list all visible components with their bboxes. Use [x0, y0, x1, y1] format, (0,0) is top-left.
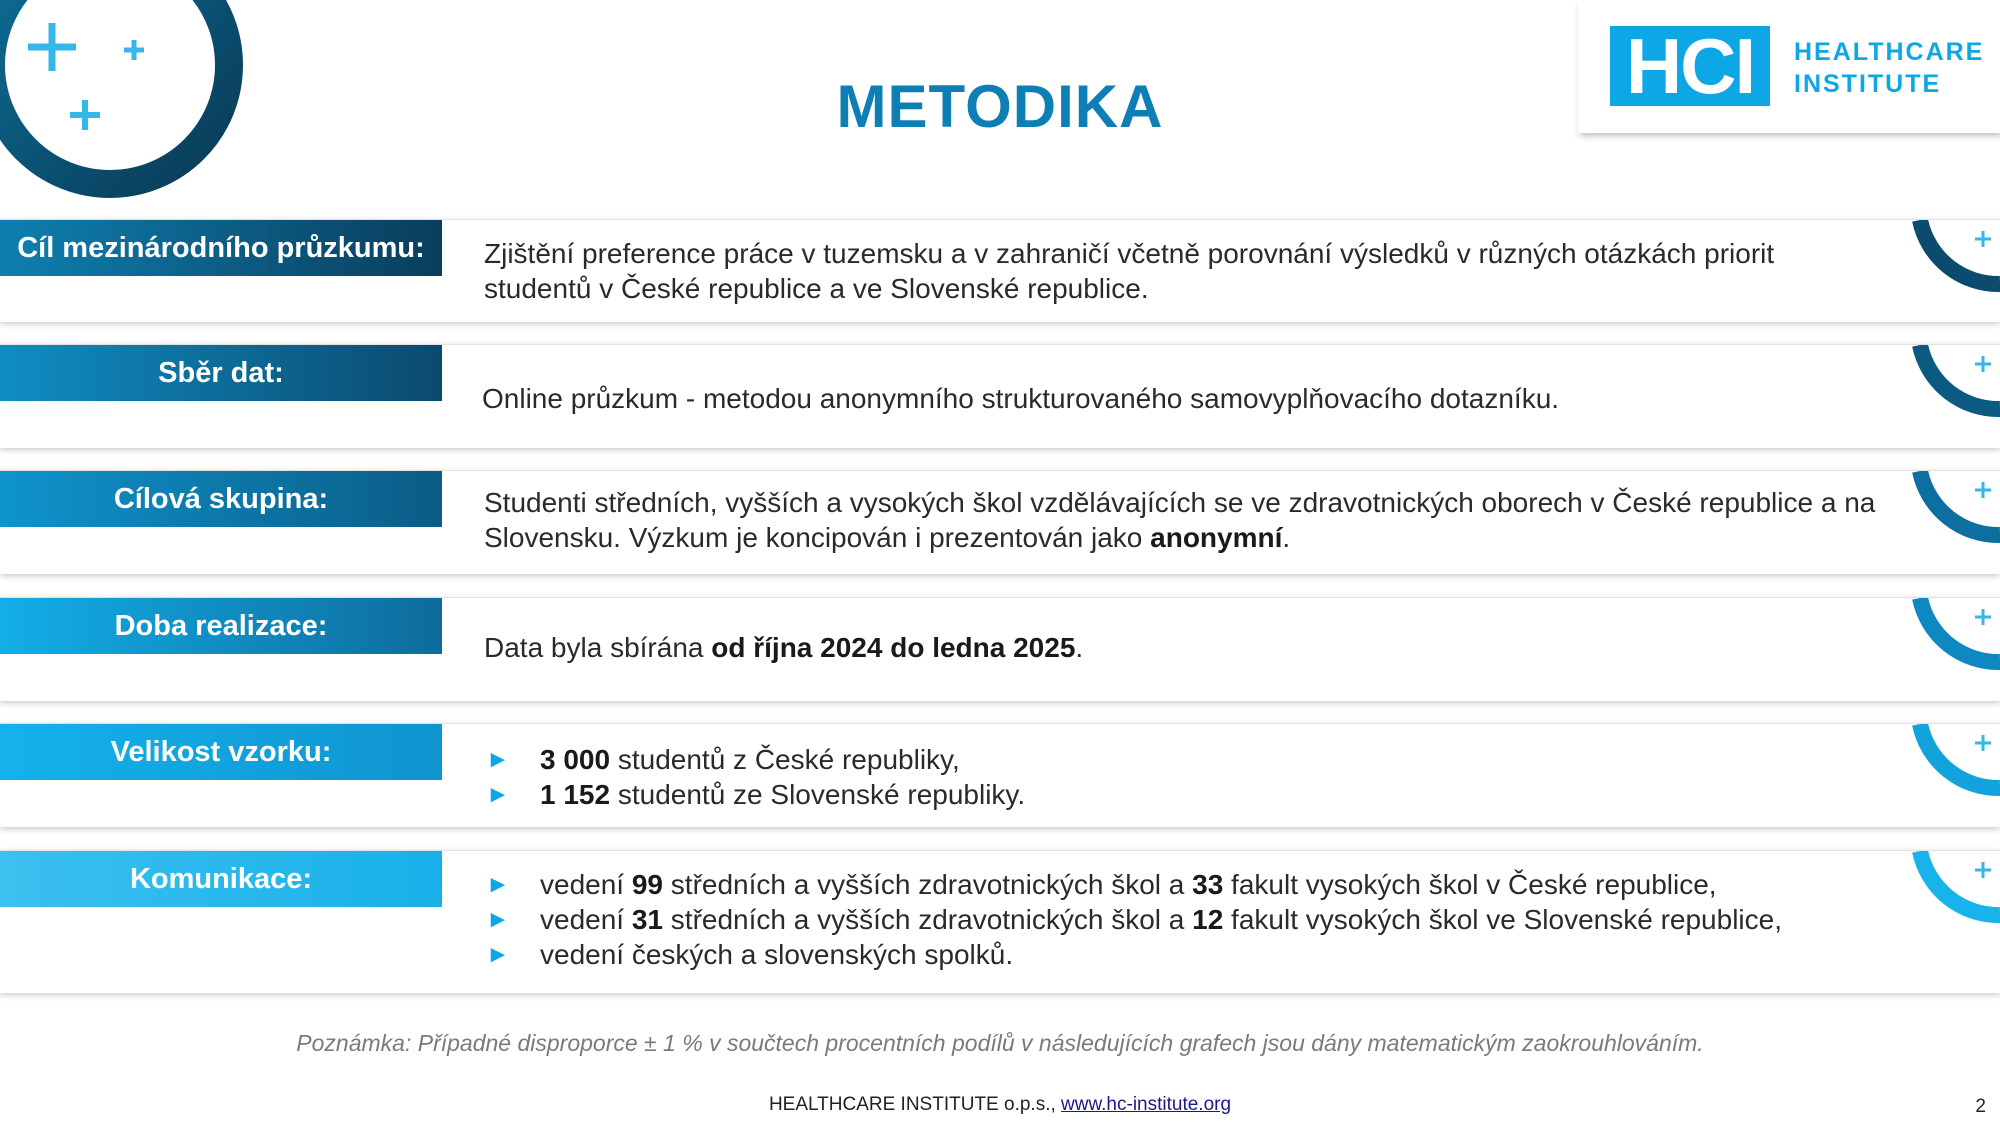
bullet-arrow-icon: ► [486, 906, 510, 933]
website-link[interactable]: www.hc-institute.org [1061, 1094, 1232, 1115]
row-text-bold: od října 2024 do ledna 2025 [711, 632, 1076, 663]
plus-icon [124, 40, 144, 60]
plus-icon [1975, 609, 1991, 625]
list-item: ► 1 152 studentů ze Slovenské republiky. [486, 779, 1026, 810]
info-row-goal [0, 219, 2000, 322]
info-row-communication [0, 850, 2000, 993]
logo-line-1: HEALTHCARE [1794, 38, 1985, 66]
arc-decoration [1910, 598, 2000, 680]
plus-icon [1975, 482, 1991, 498]
plus-icon [1975, 735, 1991, 751]
logo-line-2: INSTITUTE [1794, 70, 1942, 98]
row-text [484, 485, 1884, 555]
row-label: Cílová skupina: [0, 471, 442, 527]
info-row-data-collection [0, 344, 2000, 448]
footer [0, 1094, 2000, 1116]
bullet-list [484, 867, 1934, 972]
plus-icon [1975, 862, 1991, 878]
info-row-target-group [0, 470, 2000, 574]
row-label: Velikost vzorku: [0, 724, 442, 780]
row-label: Cíl mezinárodního průzkumu: [0, 220, 442, 276]
list-item: ► vedení 31 středních a vyšších zdravotnických škol a 12 fakult vysokých škol ve Slovenské republice, [486, 904, 1782, 935]
bullet-arrow-icon: ► [486, 781, 510, 808]
page-title: METODIKA [836, 73, 1164, 140]
list-item: ► vedení českých a slovenských spolků. [486, 939, 1014, 970]
row-text: Online průzkum - metodou anonymního strukturovaného samovyplňovacího dotazníku. [482, 383, 1560, 414]
plus-icon [1975, 356, 1991, 372]
plus-icon [28, 23, 76, 71]
bullet-arrow-icon: ► [486, 941, 510, 968]
footer-org: HEALTHCARE INSTITUTE o.p.s., [768, 1094, 1062, 1115]
arc-decoration [1910, 851, 2000, 933]
footnote: Poznámka: Případné disproporce ± 1 % v součtech procentních podílů v následujících grafech jsou dány matematickým zaokrouhlováním. [296, 1030, 1704, 1056]
logo-mark: HCI [1610, 26, 1770, 106]
info-row-period [0, 597, 2000, 701]
row-text-part: Studenti středních, vyšších a vysokých škol vzdělávajících se ve zdravotnických oborech v České republice a na Slovensku. Výzkum je koncipován i prezentován jako [484, 487, 1876, 553]
arc-decoration [1910, 471, 2000, 553]
row-text [484, 630, 1884, 665]
row-text-bold: anonymní [1150, 522, 1283, 553]
row-text-part: Data byla sbírána [484, 632, 704, 663]
row-label: Sběr dat: [0, 345, 442, 401]
row-label: Komunikace: [0, 851, 442, 907]
row-text: Zjištění preference práce v tuzemsku a v zahraničí včetně porovnání výsledků v různých otázkách priorit studentů v České republice a ve Slovenské republice. [484, 238, 1775, 304]
arc-decoration [1910, 220, 2000, 302]
row-text-end: . [1282, 522, 1291, 553]
logo [1578, 0, 2000, 133]
logo-text [1794, 36, 1984, 100]
page-number: 2 [1975, 1096, 1986, 1117]
arc-decoration [1910, 345, 2000, 427]
row-text-end: . [1075, 632, 1084, 663]
arc-decoration [1910, 724, 2000, 806]
bullet-list [484, 742, 1884, 812]
bullet-arrow-icon: ► [486, 746, 510, 773]
list-item: ► vedení 99 středních a vyšších zdravotnických škol a 33 fakult vysokých škol v České republice, [486, 869, 1717, 900]
list-item: ► 3 000 studentů z České republiky, [486, 744, 960, 775]
bullet-arrow-icon: ► [486, 871, 510, 898]
plus-icon [1975, 231, 1991, 247]
row-label: Doba realizace: [0, 598, 442, 654]
info-row-sample-size [0, 723, 2000, 827]
